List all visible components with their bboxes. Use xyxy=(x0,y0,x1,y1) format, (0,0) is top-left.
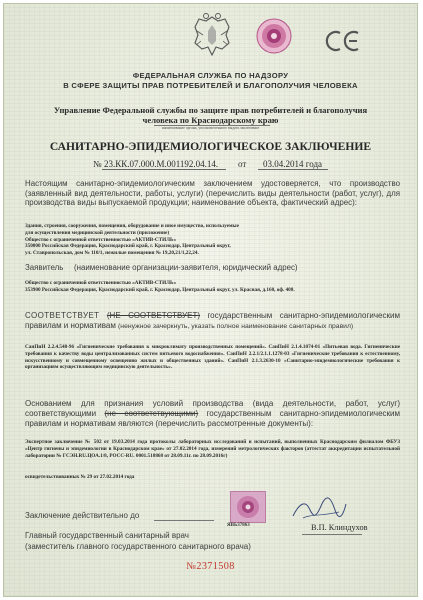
conformity-word: СООТВЕТСТВУЕТ xyxy=(25,311,100,320)
basis-paragraph xyxy=(25,399,400,429)
object-line: для осуществления медицинской деятельности (приложение) xyxy=(25,229,170,236)
agency-line-1: ФЕДЕРАЛЬНАЯ СЛУЖБА ПО НАДЗОРУ xyxy=(132,71,289,80)
conformity-rest: государственным санитарно-эпидемиологическим правилам и нормативам xyxy=(25,311,400,330)
intro-paragraph: Настоящим санитарно-эпидемиологическим заключением удостоверяется, что производство (заявленный вид деятельности, работы, услуги) (перечислить виды деятельности (работ, услуг), для производства виды выпускаемой продукции; наименование объекта, фактический адрес): xyxy=(25,179,400,208)
basis-part-2: государственным санитарно-эпидемиологическим правилам и нормативам являются (перечислить рассмотренные документы): xyxy=(25,409,400,428)
coat-of-arms-emblem xyxy=(191,11,233,61)
certificate-number: 23.КК.07.000.М.001192.04.14. xyxy=(104,159,219,169)
stamp-label: ЯВЬ37863 xyxy=(227,523,250,528)
conformity-note: (ненужное зачеркнуть, указать полное наименование санитарных правил) xyxy=(118,323,354,330)
signer-role-2: (заместитель главного государственного санитарного врача) xyxy=(25,542,251,551)
serial-number: №2371508 xyxy=(186,561,235,572)
object-line: Здания, строения, сооружения, помещения, оборудование и иное имущество, используемые xyxy=(25,223,239,229)
object-line: ул. Ставропольская, дом № 110/1, нежилые помещения № 19,20,21/1,22,24. xyxy=(25,250,199,257)
ce-mark-emblem xyxy=(322,30,366,52)
sanpin-list: СанПиН 2.2.4.548-96 «Гигиенические требования к микроклимату производственных помещений». СанПиН 2.1.4.1074-01 «Питьевая вода. Гигиенические требования к качеству воды централизованных систем питьевого водоснабжения». СанПиН 2.2.1/2.1.1.1278-03 «Гигиенические требования к естественному, искусственному и совмещенному освещению жилых и общественных зданий». СанПиН 2.1.3.2630-10 «Санитарно-эпидемиологические требования к организациям осуществляющим медицинскую деятельность». xyxy=(25,344,400,371)
office-line-2: человека по Краснодарскому краю xyxy=(142,115,279,125)
applicant-caption: (наименование организации-заявителя, юридический адрес) xyxy=(74,263,298,272)
signer-name: В.П. Клиндухов xyxy=(311,523,368,532)
conformity-struck: (НЕ СООТВЕТСТВУЕТ) xyxy=(106,311,201,320)
date-prefix: от xyxy=(238,159,247,169)
pink-seal-emblem xyxy=(256,18,292,54)
basis-struck: (не соответствующими) xyxy=(104,409,199,418)
number-underline xyxy=(102,169,226,170)
object-block xyxy=(25,223,400,257)
object-line: 350000 Российская Федерация, Краснодарский край, г. Краснодар, Центральный округ, xyxy=(25,243,231,250)
applicant-block xyxy=(25,280,400,294)
validity-label: Заключение действительно до xyxy=(25,511,140,520)
office-line-1: Управление Федеральной службы по защите прав потребителей и благополучия xyxy=(53,105,368,115)
signer-underline xyxy=(302,534,362,535)
office-caption: наименование органа, уполномоченного выдать заключение xyxy=(161,126,260,130)
date-underline xyxy=(258,169,328,170)
basis-documents: Экспертное заключение № 502 от 19.03.2014 года протоколы лабораторных исследований и испытаний, выполненных Краснодарским филиалом ФБУЗ «Центр гигиены и эпидемиологии в Краснодарском крае» от 27.02.2014 года, измерений метрологических факторов (аттестат аккредитации испытательной лаборатории № ГСЭН.RU.ЦОА.1/8, РОСС-RU. 0001.518868 от 28.09.11г. по 28.09.2016г) xyxy=(25,439,400,459)
applicant-line: 353900 Российская Федерация, Краснодарский край, г. Краснодар, Центральный округ, ул. Красная, д.160, оф. 408. xyxy=(25,286,295,293)
number-prefix: № xyxy=(93,159,102,169)
signer-role-1: Главный государственный санитарный врач xyxy=(25,531,189,540)
conformity-paragraph xyxy=(25,311,400,332)
applicant-line: Общество с ограниченной ответственностью «АКТИВ-СТИЛЬ» xyxy=(25,280,177,286)
validity-underline xyxy=(154,520,214,521)
certificate-sheet xyxy=(3,3,418,597)
certificate-title: САНИТАРНО-ЭПИДЕМИОЛОГИЧЕСКОЕ ЗАКЛЮЧЕНИЕ xyxy=(49,140,372,153)
object-line: Общество с ограниченной ответственностью «АКТИВ-СТИЛЬ» xyxy=(25,236,177,243)
agency-line-2: В СФЕРЕ ЗАЩИТЫ ПРАВ ПОТРЕБИТЕЛЕЙ И БЛАГОПОЛУЧИЯ ЧЕЛОВЕКА xyxy=(63,81,358,90)
basis-documents-line-2: освидетельствованных № 29 от 27.02.2014 года xyxy=(25,474,135,480)
hologram-seal xyxy=(230,491,266,523)
signature xyxy=(289,494,349,524)
certificate-date: 03.04.2014 года xyxy=(263,159,323,169)
applicant-label: Заявитель xyxy=(25,263,64,272)
basis-part-1: Основанием для признания условий производства (вида деятельности, работ, услуг) соответствующими xyxy=(25,399,400,418)
